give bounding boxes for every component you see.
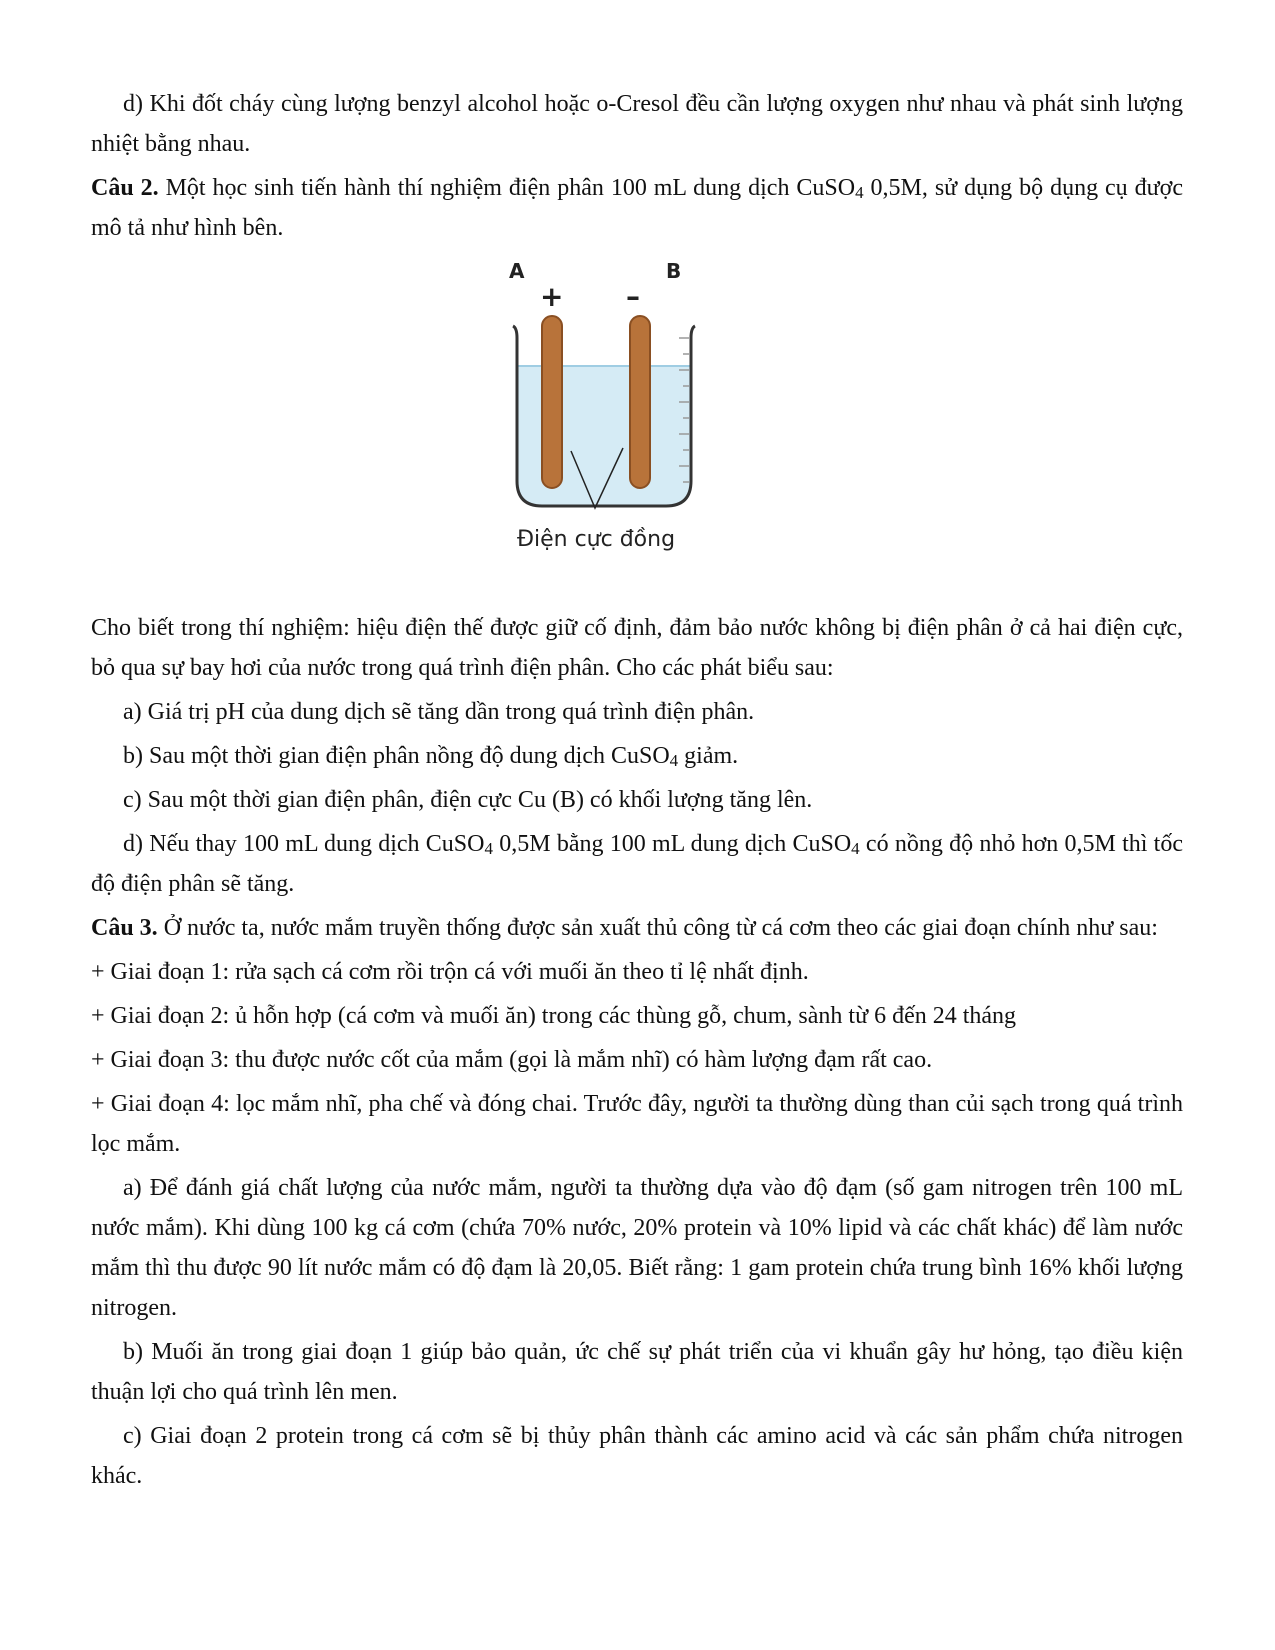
stage-1: + Giai đoạn 1: rửa sạch cá cơm rồi trộn cá với muối ăn theo tỉ lệ nhất định. bbox=[91, 959, 809, 985]
question-2-context: Cho biết trong thí nghiệm: hiệu điện thế được giữ cố định, đảm bảo nước không bị điện phân ở cả hai điện cực, bỏ qua sự bay hơi của nước trong quá trình điện phân. Cho các phát biểu sau: bbox=[91, 615, 1183, 681]
statement-3b: b) Muối ăn trong giai đoạn 1 giúp bảo quản, ức chế sự phát triển của vi khuẩn gây hư hỏng, tạo điều kiện thuận lợi cho quá trình lên men. bbox=[91, 1339, 1183, 1405]
question-3-intro: Câu 3. Ở nước ta, nước mắm truyền thống được sản xuất thủ công từ cá cơm theo các giai đoạn chính như sau: bbox=[91, 915, 1158, 941]
subscript: 4 bbox=[669, 751, 679, 770]
label-b: B bbox=[666, 259, 682, 283]
statement-2b: b) Sau một thời gian điện phân nồng độ dung dịch CuSO$_4$ giảm. bbox=[123, 743, 739, 770]
figure-caption: Điện cực đồng bbox=[516, 527, 676, 552]
document-body bbox=[91, 84, 1183, 1500]
plus-sign: + bbox=[540, 280, 564, 313]
statement-1d: d) Khi đốt cháy cùng lượng benzyl alcohol hoặc o-Cresol đều cần lượng oxygen như nhau và phát sinh lượng nhiệt bằng nhau. bbox=[91, 91, 1183, 157]
stage-2: + Giai đoạn 2: ủ hỗn hợp (cá cơm và muối ăn) trong các thùng gỗ, chum, sành từ 6 đến 24 tháng bbox=[91, 1003, 1017, 1029]
statement-2c: c) Sau một thời gian điện phân, điện cực Cu (B) có khối lượng tăng lên. bbox=[123, 787, 813, 813]
electrolysis-figure bbox=[91, 256, 1183, 596]
minus-sign: – bbox=[626, 280, 640, 313]
subscript: 4 bbox=[484, 839, 493, 858]
electrolysis-diagram bbox=[91, 256, 1183, 596]
electrode-b bbox=[630, 316, 650, 488]
statement-3c: c) Giai đoạn 2 protein trong cá cơm sẽ bị thủy phân thành các amino acid và các sản phẩm chứa nitrogen khác. bbox=[91, 1423, 1183, 1489]
label-a: A bbox=[509, 259, 525, 283]
question-2-intro: Câu 2. Một học sinh tiến hành thí nghiệm điện phân 100 mL dung dịch CuSO$_4$ 0,5M, sử dụng bộ dụng cụ được mô tả như hình bên. bbox=[91, 175, 1183, 241]
statement-2a: a) Giá trị pH của dung dịch sẽ tăng dần trong quá trình điện phân. bbox=[123, 699, 755, 725]
subscript: 4 bbox=[851, 839, 860, 858]
question-2-label: Câu 2. bbox=[91, 175, 159, 201]
subscript: 4 bbox=[855, 183, 864, 202]
statement-2d: d) Nếu thay 100 mL dung dịch CuSO$_4$ 0,5M bằng 100 mL dung dịch CuSO$_4$ có nồng độ nhỏ hơn 0,5M thì tốc độ điện phân sẽ tăng. bbox=[91, 831, 1184, 897]
statement-3a: a) Để đánh giá chất lượng của nước mắm, người ta thường dựa vào độ đạm (số gam nitrogen trên 100 mL nước mắm). Khi dùng 100 kg cá cơm (chứa 70% nước, 20% protein và 10% lipid và các chất khác) để làm nước mắm thì thu được 90 lít nước mắm có độ đạm là 20,05. Biết rằng: 1 gam protein chứa trung bình 16% khối lượng nitrogen. bbox=[91, 1175, 1183, 1321]
stage-3: + Giai đoạn 3: thu được nước cốt của mắm (gọi là mắm nhĩ) có hàm lượng đạm rất cao. bbox=[91, 1047, 933, 1073]
stage-4: + Giai đoạn 4: lọc mắm nhĩ, pha chế và đóng chai. Trước đây, người ta thường dùng than củi sạch trong quá trình lọc mắm. bbox=[91, 1091, 1183, 1157]
electrode-a bbox=[542, 316, 562, 488]
question-3-label: Câu 3. bbox=[91, 915, 158, 941]
